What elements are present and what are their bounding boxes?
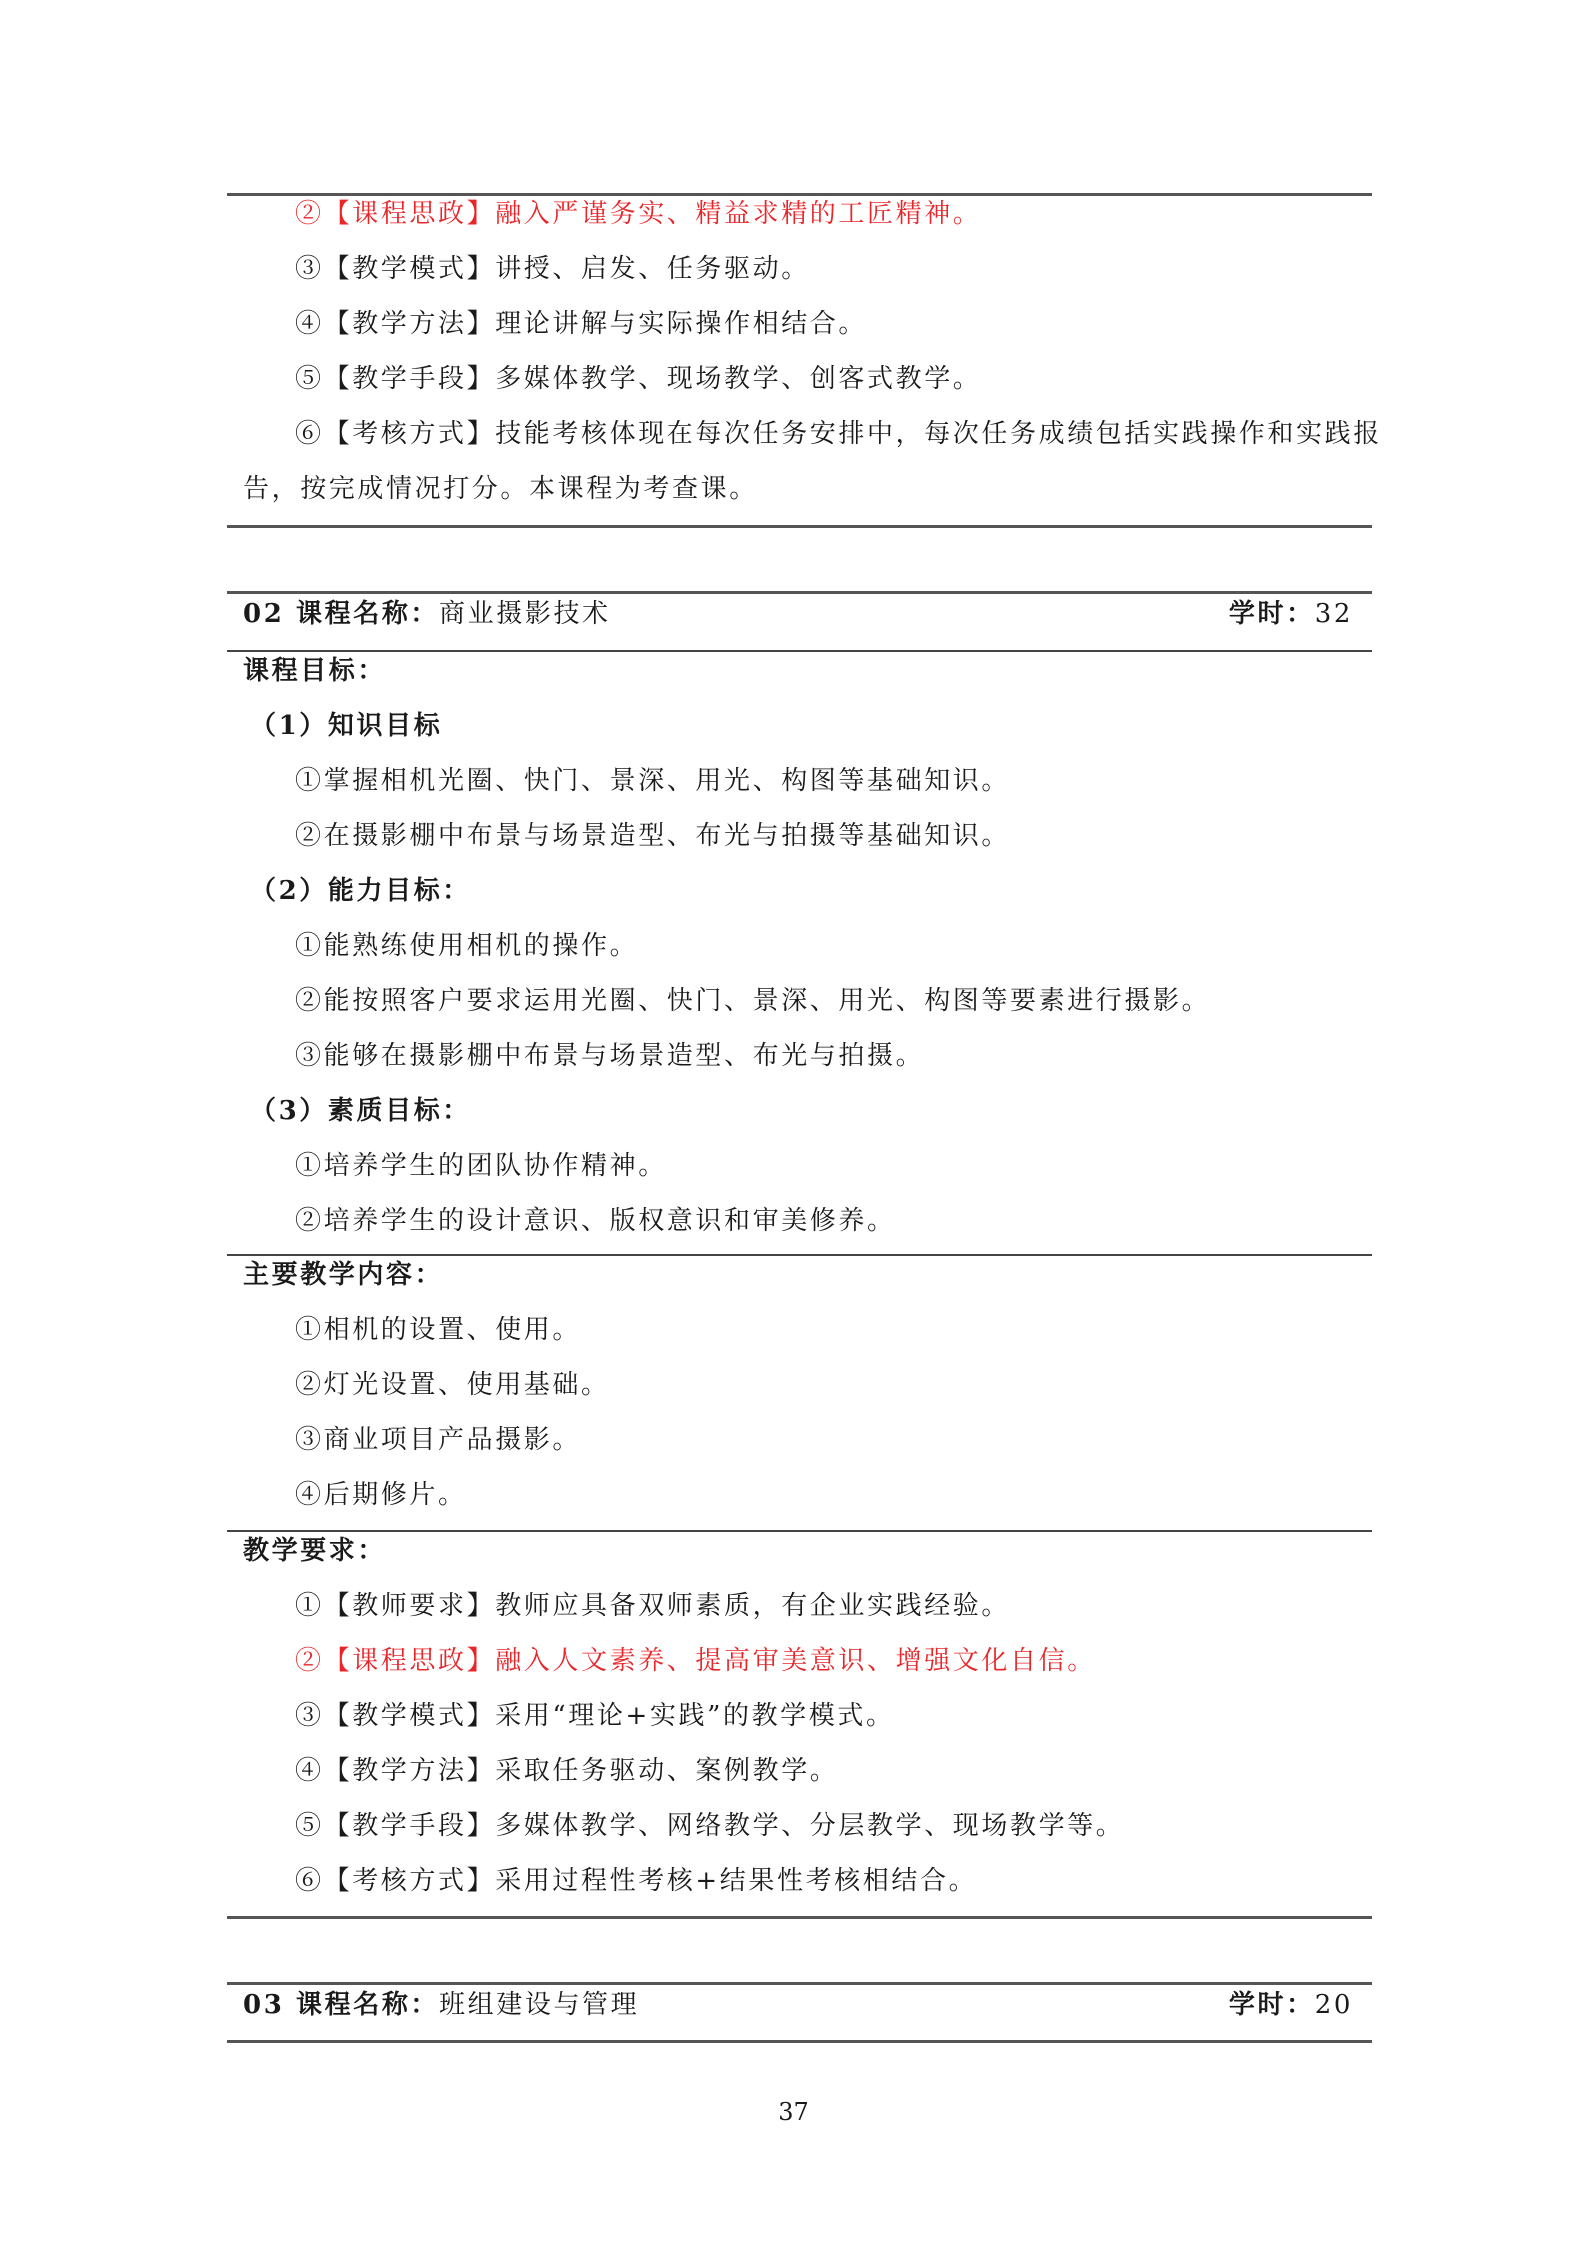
req-item: ⑤【教学手段】多媒体教学、网络教学、分层教学、现场教学等。 — [295, 1811, 1125, 1841]
req-item: ③【教学模式】采用“理论+实践”的教学模式。 — [295, 1701, 895, 1731]
course03-bottom-rule — [227, 2040, 1372, 2043]
course03-name-label: 03 课程名称： — [243, 1990, 440, 2020]
quality-title: （3）素质目标： — [250, 1096, 471, 1126]
req-means-line: ⑤【教学手段】多媒体教学、现场教学、创客式教学。 — [295, 364, 982, 394]
course03-hours: 20 — [1314, 1990, 1353, 2020]
req-assess-line: ⑥【考核方式】技能考核体现在每次任务安排中，每次任务成绩包括实践操作和实践报 — [295, 419, 1382, 449]
content-item: ②灯光设置、使用基础。 — [295, 1370, 610, 1400]
req-ideology-line: ②【课程思政】融入严谨务实、精益求精的工匠精神。 — [295, 199, 982, 229]
course02-name: 商业摄影技术 — [439, 599, 611, 629]
course02-name-label: 02 课程名称： — [243, 599, 440, 629]
course02-header-rule — [227, 650, 1372, 652]
req-title: 教学要求： — [243, 1536, 387, 1566]
course02-hours: 32 — [1314, 599, 1353, 629]
req-mode-line: ③【教学模式】讲授、启发、任务驱动。 — [295, 254, 810, 284]
content-title: 主要教学内容： — [243, 1260, 444, 1290]
course02-top-rule — [227, 591, 1372, 594]
req-rule — [227, 1530, 1372, 1532]
course03-top-rule — [227, 1982, 1372, 1985]
content-item: ①相机的设置、使用。 — [295, 1315, 582, 1345]
section-bottom-rule — [227, 525, 1372, 528]
req-method-line: ④【教学方法】理论讲解与实际操作相结合。 — [295, 309, 868, 339]
course03-hours-label: 学时： — [1228, 1990, 1315, 2020]
req-item-ideology: ②【课程思政】融入人文素养、提高审美意识、增强文化自信。 — [295, 1646, 1096, 1676]
content-item: ③商业项目产品摄影。 — [295, 1425, 582, 1455]
content-rule — [227, 1254, 1372, 1256]
quality-item: ①培养学生的团队协作精神。 — [295, 1151, 667, 1181]
knowledge-title: （1）知识目标 — [250, 711, 443, 741]
req-item: ①【教师要求】教师应具备双师素质，有企业实践经验。 — [295, 1591, 1011, 1621]
ability-item: ③能够在摄影棚中布景与场景造型、布光与拍摄。 — [295, 1041, 925, 1071]
req-assess-line-cont: 告，按完成情况打分。本课程为考查课。 — [243, 474, 758, 504]
knowledge-item: ②在摄影棚中布景与场景造型、布光与拍摄等基础知识。 — [295, 821, 1011, 851]
course03-name: 班组建设与管理 — [439, 1990, 640, 2020]
ability-item: ①能熟练使用相机的操作。 — [295, 931, 639, 961]
req-item: ④【教学方法】采取任务驱动、案例教学。 — [295, 1756, 839, 1786]
req-item: ⑥【考核方式】采用过程性考核+结果性考核相结合。 — [295, 1866, 978, 1896]
quality-item: ②培养学生的设计意识、版权意识和审美修养。 — [295, 1206, 896, 1236]
course02-bottom-rule — [227, 1916, 1372, 1919]
ability-title: （2）能力目标： — [250, 876, 471, 906]
goals-title: 课程目标： — [243, 656, 387, 686]
content-item: ④后期修片。 — [295, 1480, 467, 1510]
ability-item: ②能按照客户要求运用光圈、快门、景深、用光、构图等要素进行摄影。 — [295, 986, 1211, 1016]
knowledge-item: ①掌握相机光圈、快门、景深、用光、构图等基础知识。 — [295, 766, 1011, 796]
course02-hours-label: 学时： — [1228, 599, 1315, 629]
page-number: 37 — [778, 2098, 809, 2126]
course03-header — [243, 1987, 1353, 2023]
course02-header — [243, 596, 1353, 632]
